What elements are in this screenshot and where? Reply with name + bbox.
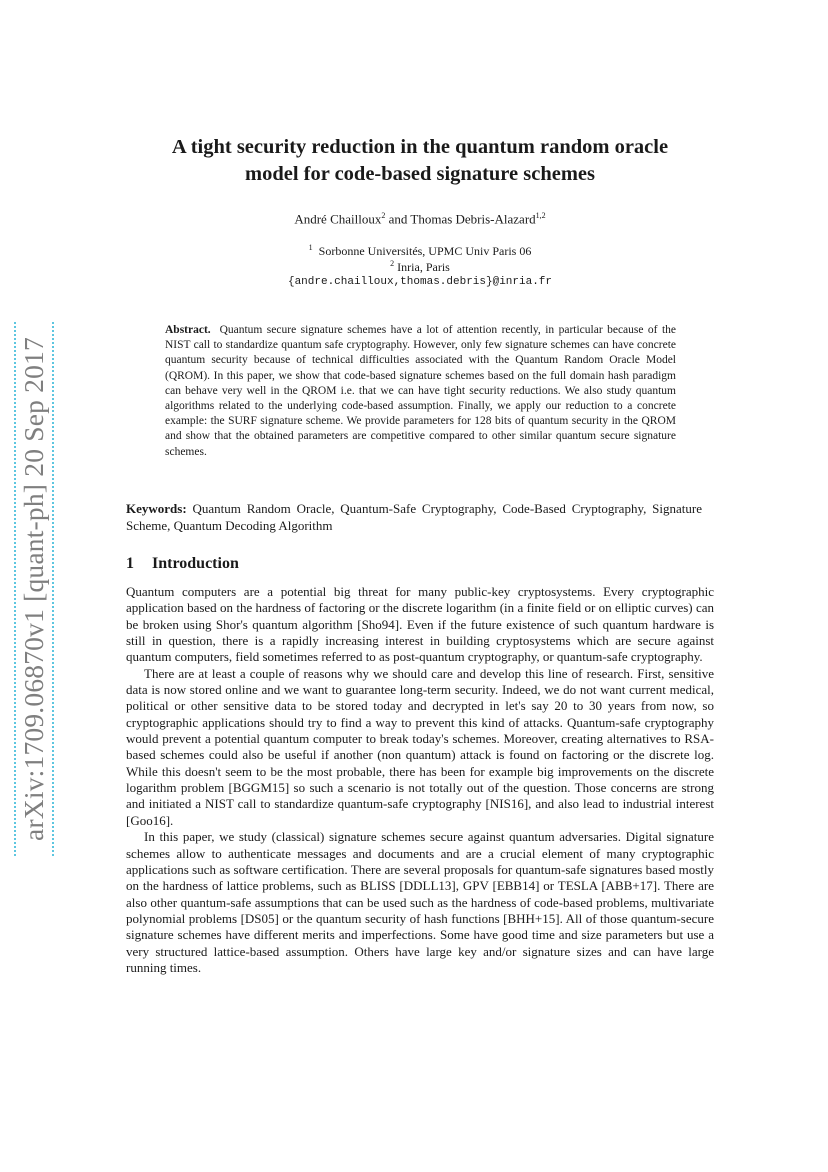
arxiv-stamp-text: arXiv:1709.06870v1 [quant-ph] 20 Sep 2017 — [18, 337, 49, 841]
title-line-1: A tight security reduction in the quantum random oracle — [171, 136, 669, 158]
affiliation-2-text: Inria, Paris — [397, 260, 450, 274]
affiliation-1 — [110, 243, 730, 259]
section-number: 1 — [126, 555, 134, 572]
arxiv-stamp — [14, 322, 54, 856]
paragraph-1: Quantum computers are a potential big threat for many public-key cryptosystems. Every cryptographic application based on the hardness of factoring or the discrete logarithm (in a finite field or on elliptic curves) can be broken using Shor's quantum algorithm [Sho94]. Even if the future existence of such quantum hardware is still in question, there is a rapidly increasing interest in building cryptosystems which are secure against quantum computers, field sometimes referred to as post-quantum cryptography, or quantum-safe cryptography. — [126, 584, 714, 665]
author-2: Thomas Debris-Alazard — [410, 211, 536, 227]
author-1-affiliation: 2 — [381, 211, 386, 220]
section-title: Introduction — [152, 555, 239, 572]
abstract — [165, 323, 676, 460]
abstract-label: Abstract. — [165, 324, 211, 336]
affiliation-2 — [110, 259, 730, 275]
paragraph-3: In this paper, we study (classical) signature schemes secure against quantum adversaries. Digital signature schemes allow to authenticate messages and documents and are a crucial element of many cryptographic applications such as software certification. There are several proposals for quantum-safe signatures based mostly on the hardness of lattice problems, such as BLISS [DDLL13], GPV [EBB14] or TESLA [ABB+17]. There are also other quantum-safe assumptions that can be used such as the hardness of code-based problems, multivariate polynomial problems [DS05] or the quantum security of hash functions [BHH+15]. All of those quantum-secure signature schemes have different merits and imperfections. Some have good time and size parameters but use a very structured lattice-based assumption. Others have large key and/or signature sizes and can have large running times. — [126, 829, 714, 975]
author-1: André Chailloux — [294, 211, 382, 227]
introduction-body — [126, 584, 714, 976]
keywords — [126, 500, 702, 534]
keywords-text: Quantum Random Oracle, Quantum-Safe Cryptography, Code-Based Cryptography, Signature Scheme, Quantum Decoding Algorithm — [126, 501, 702, 533]
affiliation-1-number: 1 — [308, 243, 313, 252]
section-heading — [126, 555, 239, 573]
authors — [110, 211, 730, 227]
title-line-2: model for code-based signature schemes — [245, 163, 595, 185]
affiliation-2-number: 2 — [390, 259, 395, 268]
author-emails: {andre.chailloux,thomas.debris}@inria.fr — [287, 276, 553, 288]
author-conjunction: and — [385, 211, 411, 227]
paper-title — [110, 134, 730, 188]
author-2-affiliation: 1,2 — [535, 211, 546, 220]
abstract-text: Quantum secure signature schemes have a lot of attention recently, in particular because of the NIST call to standardize quantum safe cryptography. However, only few signature schemes can have concrete quantum security because of technical difficulties associated with the Quantum Random Oracle Model (QROM). In this paper, we show that code-based signature schemes based on the full domain hash paradigm can behave very well in the QROM i.e. that we can have tight security reductions. We also study quantum algorithms related to the underlying code-based assumption. Finally, we apply our reduction to a concrete example: the SURF signature scheme. We provide parameters for 128 bits of quantum security in the QROM and show that the obtained parameters are competitive compared to other similar quantum secure signature schemes. — [165, 324, 677, 458]
keywords-label: Keywords: — [126, 501, 187, 516]
paragraph-2: There are at least a couple of reasons why we should care and develop this line of research. First, sensitive data is now stored online and we want to guarantee long-term security. Indeed, we do not want current medical, political or other sensitive data to be stored today and decrypted in let's say 20 to 30 years from now, so cryptographic applications should try to find a way to prevent this kind of attacks. Quantum-safe cryptography would prevent a potential quantum computer to break today's schemes. Moreover, creating alternatives to RSA-based schemes could also be useful if another (non quantum) attack is found on factoring or the discrete log. While this doesn't seem to be the most probable, there has been for example big improvements on the discrete logarithm problem [BGGM15] so such a scenario is not totally out of the question. Those concerns are strong and initiated a NIST call to standardize quantum-safe cryptography [NIS16], and also lead to industrial interest [Goo16]. — [126, 665, 714, 828]
affiliation-1-text: Sorbonne Universités, UPMC Univ Paris 06 — [318, 244, 532, 258]
